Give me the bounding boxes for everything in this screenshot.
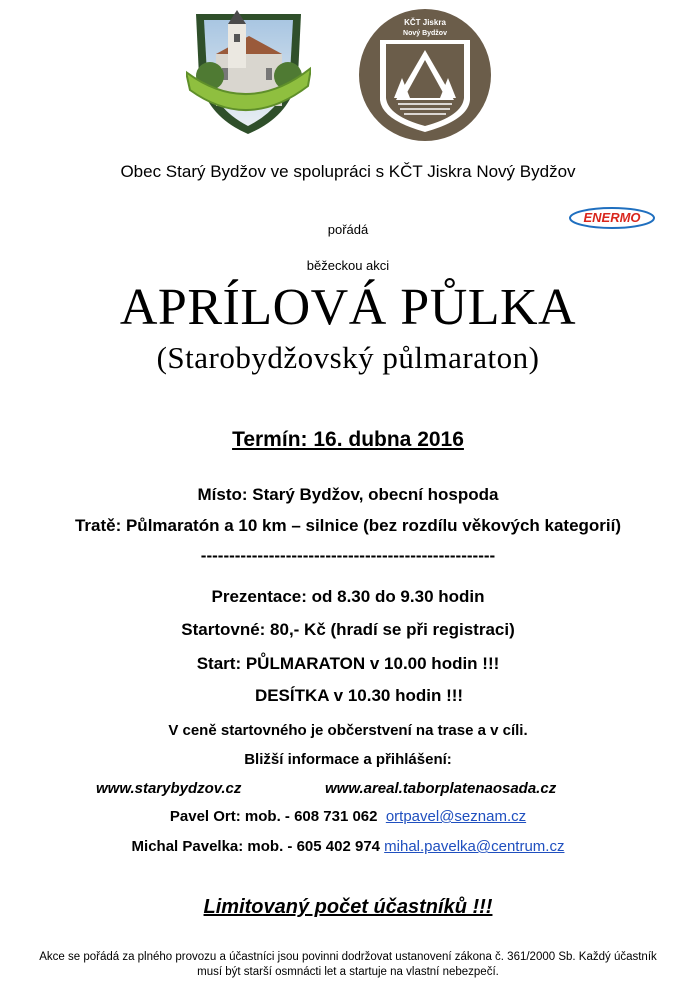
entry-fee: Startovné: 80,- Kč (hradí se při registraci) <box>181 620 515 639</box>
website-link-areal[interactable]: www.areal.taborplatenaosada.cz <box>325 780 557 797</box>
website-link-starybydzov[interactable]: www.starybydzov.cz <box>96 780 242 797</box>
separator-line: ---------------------------------------------------- <box>200 546 496 565</box>
kct-logo-text-1: KČT Jiskra <box>404 18 446 27</box>
contact-pavel-ort <box>0 808 696 825</box>
porada-text: pořádá <box>327 222 369 237</box>
event-tracks: Tratě: Půlmaratón a 10 km – silnice (bez rozdílu věkových kategorií) <box>74 516 622 535</box>
obec-coat-of-arms-logo <box>186 6 311 140</box>
contact-michal-pavelka <box>0 838 696 855</box>
event-location: Místo: Starý Bydžov, obecní hospoda <box>197 485 499 504</box>
footer-disclaimer: Akce se pořádá za plného provozu a účastníci jsou povinni dodržovat ustanovení zákona č. 361/2000 Sb. Každý účastník musí být starší osmnácti let a startuje na vlastní nebezpečí. <box>39 951 657 978</box>
kct-logo-text-2: Nový Bydžov <box>403 30 447 37</box>
registration-time: Prezentace: od 8.30 do 9.30 hodin <box>211 587 485 606</box>
more-info-label: Bližší informace a přihlášení: <box>244 751 452 768</box>
contact-michal-pavelka-phone: Michal Pavelka: mob. - 605 402 974 <box>131 838 380 855</box>
contact-pavel-ort-phone: Pavel Ort: mob. - 608 731 062 <box>169 808 378 825</box>
start-10km: DESÍTKA v 10.30 hodin !!! <box>254 686 464 705</box>
kct-jiskra-logo <box>358 8 492 142</box>
akce-text: běžeckou akci <box>306 258 390 273</box>
limited-participants-notice: Limitovaný počet účastníků !!! <box>203 896 493 918</box>
intro-line: Obec Starý Bydžov ve spolupráci s KČT Jiskra Nový Bydžov <box>120 162 576 181</box>
email-link-pavelka[interactable]: mihal.pavelka@centrum.cz <box>384 838 565 855</box>
enermo-logo-text: ENERMO <box>583 210 641 225</box>
email-link-ortpavel[interactable]: ortpavel@seznam.cz <box>385 808 527 825</box>
event-date: Termín: 16. dubna 2016 <box>232 428 464 451</box>
refreshment-info: V ceně startovného je občerstvení na trase a v cíli. <box>168 722 528 739</box>
event-title: APRÍLOVÁ PŮLKA <box>119 279 577 336</box>
start-halfmarathon: Start: PŮLMARATON v 10.00 hodin !!! <box>196 654 500 673</box>
event-subtitle: (Starobydžovský půlmaraton) <box>156 340 540 375</box>
